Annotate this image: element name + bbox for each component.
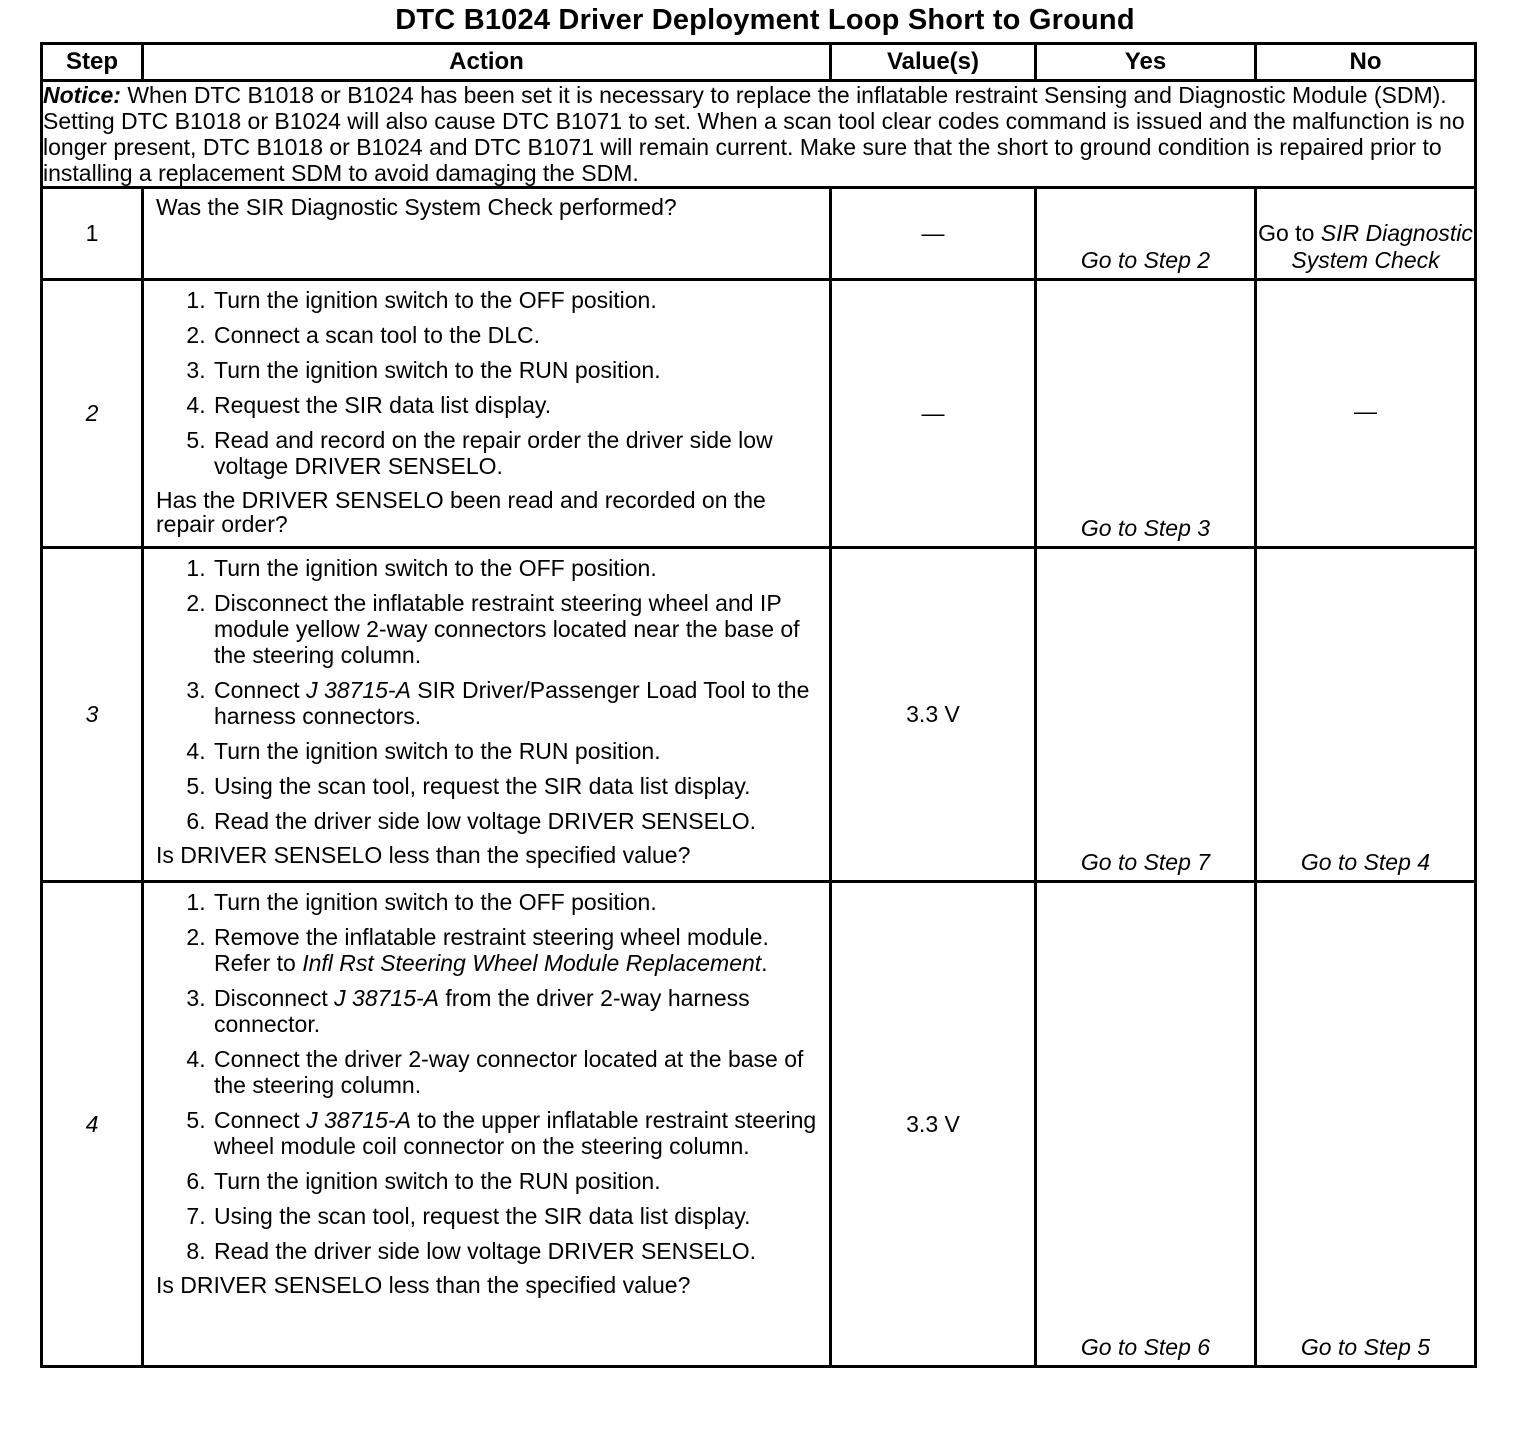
step-number: 4 [42, 882, 143, 1367]
value-cell: 3.3 V [831, 548, 1036, 882]
diagnostic-table [40, 42, 1477, 1368]
notice-cell [42, 81, 1476, 188]
step-number: 1 [42, 188, 143, 280]
item-text: Remove the inflatable restraint steering wheel module. Refer to [214, 924, 769, 976]
item-text: SIR Driver/Passenger Load Tool to the harness connectors. [214, 677, 810, 729]
action-cell [143, 882, 831, 1367]
item-text: . [761, 950, 768, 976]
header-values: Value(s) [831, 44, 1036, 81]
step-question: Is DRIVER SENSELO less than the specified value? [156, 842, 691, 868]
notice-text: When DTC B1018 or B1024 has been set it is necessary to replace the inflatable restraint Sensing and Diagnostic Module (SDM). Setting DTC B1018 or B1024 will also cause DTC B1071 to set. When a scan tool clear codes command is issued and the malfunction is no longer present, DTC B1018 or B1024 and DTC B1071 will remain current. Make sure that the short to ground condition is repaired prior to installing a replacement SDM to avoid damaging the SDM. [43, 82, 1465, 186]
step-question: Is DRIVER SENSELO less than the specified value? [156, 1272, 691, 1298]
list-item: 6. Read the driver side low voltage DRIVER SENSELO. [212, 808, 819, 834]
procedure-list [156, 555, 819, 834]
no-cell: Go to Step 5 [1256, 882, 1476, 1367]
step-question: Has the DRIVER SENSELO been read and recorded on the repair order? [156, 487, 766, 537]
item-text: from the driver 2-way harness connector. [214, 985, 750, 1037]
list-item: 2. Connect a scan tool to the DLC. [212, 322, 819, 348]
table-row [42, 882, 1476, 1367]
page-title: DTC B1024 Driver Deployment Loop Short to Ground [395, 4, 1135, 36]
list-item: 5. Read and record on the repair order the driver side low voltage DRIVER SENSELO. [212, 427, 819, 479]
header-yes: Yes [1036, 44, 1256, 81]
no-cell: Go to Step 4 [1256, 548, 1476, 882]
step-number: 3 [42, 548, 143, 882]
notice-row [42, 81, 1476, 188]
yes-cell: Go to Step 2 [1036, 188, 1256, 280]
tool-reference: J 38715-A [306, 1107, 411, 1133]
tool-reference: J 38715-A [306, 677, 411, 703]
manual-reference: Infl Rst Steering Wheel Module Replacement [302, 950, 762, 976]
item-text: Connect [214, 1107, 307, 1133]
procedure-list [156, 287, 819, 479]
value-cell: 3.3 V [831, 882, 1036, 1367]
action-cell [143, 280, 831, 548]
header-no: No [1256, 44, 1476, 81]
list-item: 3. Turn the ignition switch to the RUN position. [212, 357, 819, 383]
table-row [42, 548, 1476, 882]
item-text: Disconnect [214, 985, 335, 1011]
no-cell: — [1256, 280, 1476, 548]
notice-label: Notice: [43, 82, 121, 108]
list-item: 1. Turn the ignition switch to the OFF position. [212, 555, 819, 581]
list-item: 4. Turn the ignition switch to the RUN position. [212, 738, 819, 764]
list-item: 4. Connect the driver 2-way connector located at the base of the steering column. [212, 1046, 819, 1098]
list-item: 4. Request the SIR data list display. [212, 392, 819, 418]
header-step: Step [42, 44, 143, 81]
list-item: 8. Read the driver side low voltage DRIVER SENSELO. [212, 1238, 819, 1264]
step-number: 2 [42, 280, 143, 548]
action-cell [143, 188, 831, 280]
header-action: Action [143, 44, 831, 81]
table-header-row [42, 44, 1476, 81]
list-item: 1. Turn the ignition switch to the OFF position. [212, 287, 819, 313]
table-row [42, 280, 1476, 548]
list-item: 2. Disconnect the inflatable restraint steering wheel and IP module yellow 2-way connectors located near the base of the steering column. [212, 590, 819, 668]
step-question: Was the SIR Diagnostic System Check performed? [156, 194, 677, 220]
list-item [212, 677, 819, 729]
yes-cell: Go to Step 7 [1036, 548, 1256, 882]
list-item [212, 924, 819, 976]
diagnostic-check-reference: SIR Diagnostic System Check [1291, 220, 1473, 273]
list-item: 1. Turn the ignition switch to the OFF position. [212, 889, 819, 915]
item-text: Connect [214, 677, 307, 703]
action-cell [143, 548, 831, 882]
procedure-list [156, 889, 819, 1264]
table-row [42, 188, 1476, 280]
item-text: to the upper inflatable restraint steering wheel module coil connector on the steering column. [214, 1107, 817, 1159]
value-cell: — [831, 280, 1036, 548]
value-cell: — [831, 188, 1036, 280]
no-cell [1256, 188, 1476, 280]
yes-cell: Go to Step 6 [1036, 882, 1256, 1367]
tool-reference: J 38715-A [334, 985, 440, 1011]
list-item: 6. Turn the ignition switch to the RUN position. [212, 1168, 819, 1194]
list-item: 7. Using the scan tool, request the SIR data list display. [212, 1203, 819, 1229]
list-item [212, 985, 819, 1037]
list-item [212, 1107, 819, 1159]
yes-cell: Go to Step 3 [1036, 280, 1256, 548]
no-prefix: Go to [1258, 220, 1321, 246]
list-item: 5. Using the scan tool, request the SIR data list display. [212, 773, 819, 799]
